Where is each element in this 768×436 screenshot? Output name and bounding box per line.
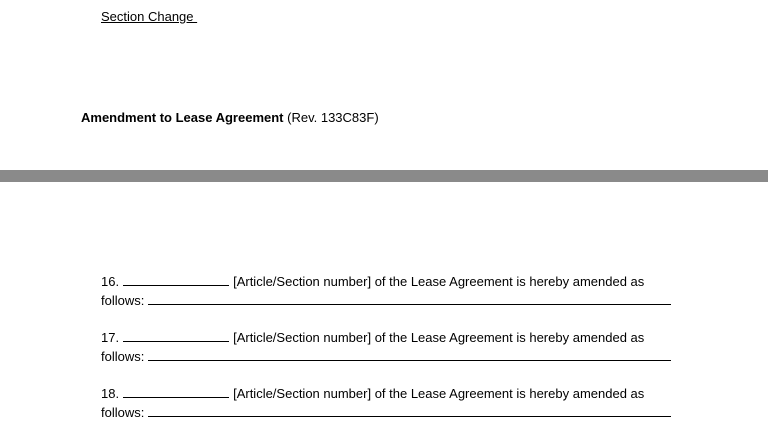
clause-17	[101, 328, 671, 366]
follows-label: follows:	[101, 405, 145, 420]
document-title	[81, 110, 379, 125]
amendment-text-blank[interactable]	[148, 347, 671, 361]
clause-18	[101, 384, 671, 422]
page-top	[0, 0, 768, 170]
clause-text: [Article/Section number] of the Lease Agreement is hereby amended as	[233, 274, 645, 289]
follows-label: follows:	[101, 293, 145, 308]
follows-label: follows:	[101, 349, 145, 364]
clause-text: [Article/Section number] of the Lease Agreement is hereby amended as	[233, 386, 645, 401]
page-bottom	[0, 182, 768, 436]
clause-line	[101, 272, 671, 291]
clause-line	[101, 347, 671, 366]
document-title-main: Amendment to Lease Agreement	[81, 110, 284, 125]
clause-line	[101, 384, 671, 403]
clause-number: 17.	[101, 330, 120, 345]
clause-line	[101, 328, 671, 347]
amendment-text-blank[interactable]	[148, 291, 671, 305]
amendment-text-blank[interactable]	[148, 403, 671, 417]
document-revision: (Rev. 133C83F)	[283, 110, 379, 125]
clause-text: [Article/Section number] of the Lease Agreement is hereby amended as	[233, 330, 645, 345]
clause-line	[101, 291, 671, 310]
section-number-blank[interactable]	[123, 328, 229, 342]
clause-number: 16.	[101, 274, 120, 289]
page-break	[0, 170, 768, 182]
clause-number: 18.	[101, 386, 120, 401]
section-number-blank[interactable]	[123, 384, 229, 398]
clause-line	[101, 403, 671, 422]
clause-16	[101, 272, 671, 310]
section-change-heading: Section Change	[101, 9, 198, 24]
section-number-blank[interactable]	[123, 272, 229, 286]
